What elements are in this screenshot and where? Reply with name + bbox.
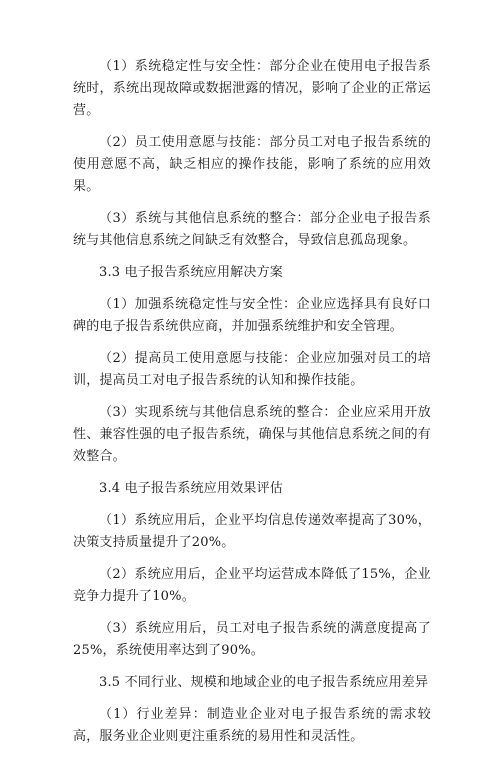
paragraph-employee-willingness: （2）员工使用意愿与技能：部分员工对电子报告系统的使用意愿不高，缺乏相应的操作技能，影响了系统的应用效果。 — [73, 135, 431, 194]
section-heading-3-4: 3.4 电子报告系统应用效果评估 — [99, 481, 284, 496]
paragraph-effect-cost: （2）系统应用后，企业平均运营成本降低了15%，企业竞争力提升了10%。 — [73, 567, 431, 604]
section-heading-3-3: 3.3 电子报告系统应用解决方案 — [99, 265, 284, 280]
paragraph-solution-training: （2）提高员工使用意愿与技能：企业应加强对员工的培训，提高员工对电子报告系统的认知和操作技能。 — [73, 351, 431, 388]
paragraph-solution-stability: （1）加强系统稳定性与安全性：企业应选择具有良好口碑的电子报告系统供应商，并加强系统维护和安全管理。 — [73, 297, 431, 334]
paragraph-industry-difference: （1）行业差异：制造业企业对电子报告系统的需求较高，服务业企业则更注重系统的易用性和灵活性。 — [73, 707, 431, 744]
paragraph-solution-integration: （3）实现系统与其他信息系统的整合：企业应采用开放性、兼容性强的电子报告系统，确保与其他信息系统之间的有效整合。 — [73, 405, 431, 464]
document-body — [73, 56, 431, 758]
section-heading-3-5: 3.5 不同行业、规模和地域企业的电子报告系统应用差异 — [99, 675, 429, 690]
paragraph-effect-satisfaction: （3）系统应用后，员工对电子报告系统的满意度提高了25%，系统使用率达到了90%。 — [73, 621, 431, 658]
paragraph-system-integration: （3）系统与其他信息系统的整合：部分企业电子报告系统与其他信息系统之间缺乏有效整合，导致信息孤岛现象。 — [73, 211, 431, 248]
paragraph-effect-efficiency: （1）系统应用后，企业平均信息传递效率提高了30%，决策支持质量提升了20%。 — [73, 513, 431, 550]
paragraph-stability-security: （1）系统稳定性与安全性：部分企业在使用电子报告系统时，系统出现故障或数据泄露的情况，影响了企业的正常运营。 — [73, 59, 431, 118]
